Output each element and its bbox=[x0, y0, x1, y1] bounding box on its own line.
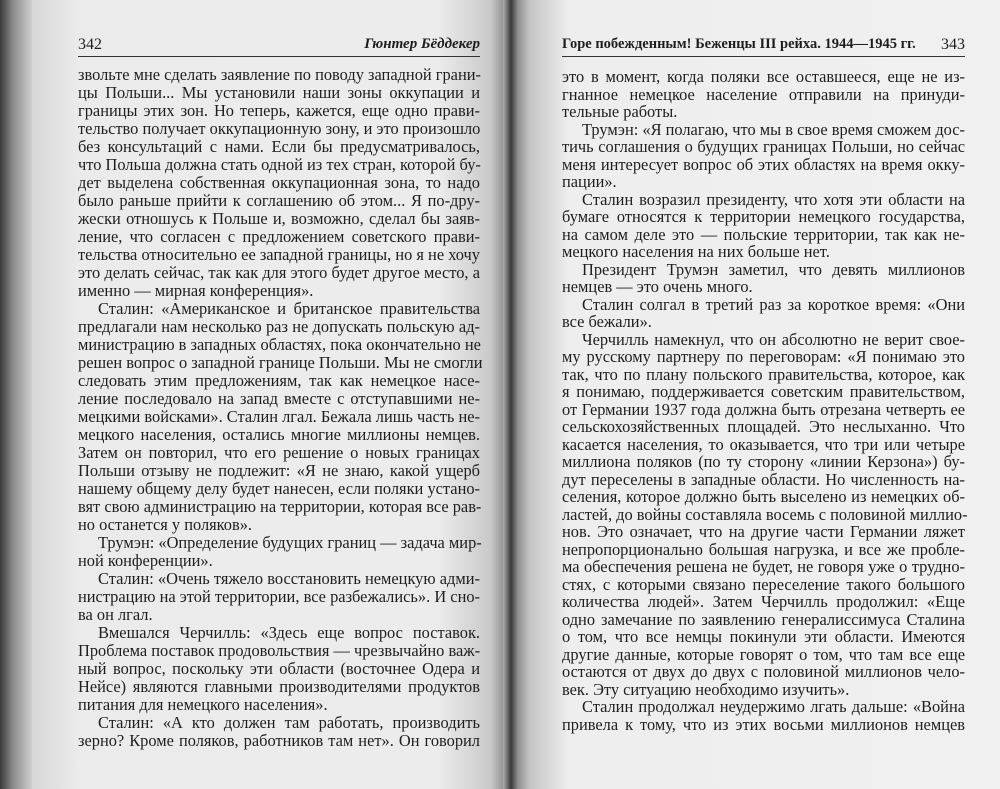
text-line: Сталин: «А кто должен там работать, производить bbox=[98, 713, 480, 732]
text-line: тельства относительно ее западной границы, но я не хочу bbox=[78, 245, 480, 264]
text-line: предлагали нам несколько раз не допускать польскую ад- bbox=[78, 317, 480, 336]
text-line: тельные работы. bbox=[562, 102, 678, 121]
text-line: непропорционально большая нагрузка, и все же пробле- bbox=[562, 539, 965, 559]
text-line: Сталин: «Американское и британское правительства bbox=[98, 299, 480, 318]
text-line: Проблема поставок продовольствия — чрезвычайно важ- bbox=[78, 641, 481, 660]
text-line: ление, что согласен с предложением советского прави- bbox=[78, 227, 480, 246]
text-line: ластей, до войны составляла восемь с половиной миллио- bbox=[562, 504, 968, 524]
text-line: дет выделена собственная оккупационная зона, то надо bbox=[78, 173, 480, 192]
right-page-body bbox=[562, 67, 968, 734]
text-line: нов. Это означает, что на другие части Германии ляжет bbox=[562, 522, 965, 541]
text-line: Сталин солгал в третий раз за короткое время: «Они bbox=[582, 294, 965, 314]
text-line: ной конференции». bbox=[78, 551, 213, 570]
scan-edge bbox=[0, 0, 32, 789]
text-line: границы этих зон. Но теперь, кажется, еще одно прави- bbox=[78, 101, 480, 120]
text-line: мецкими войсками». Сталин лгал. Бежала лишь часть не- bbox=[78, 407, 480, 426]
text-line: сельскохозяйственных площадей. Это неслыханно. Что bbox=[562, 417, 965, 436]
text-line: Трумэн: «Я полагаю, что мы в свое время сможем дос- bbox=[582, 119, 965, 139]
text-line: Черчилль намекнул, что он абсолютно не верит свое- bbox=[582, 329, 965, 349]
text-line: я понимаю, поддерживается советским правительством, bbox=[562, 382, 965, 401]
left-page-body bbox=[78, 65, 483, 750]
running-head-title: Горе побежденным! Беженцы III рейха. 1944—1945 гг. bbox=[562, 36, 916, 52]
text-line: Нейсе) являются главными производителями продуктов bbox=[78, 677, 480, 696]
text-line: Затем он повторил, что его решение о новых границах bbox=[78, 443, 480, 462]
text-line: Сталин: «Очень тяжело восстановить немецкую адми- bbox=[98, 569, 480, 588]
text-line: Сталин продолжал неудержимо лгать дальше: «Война bbox=[582, 697, 965, 716]
text-line: гнанное немецкое население отправили на принуди- bbox=[562, 84, 965, 104]
text-line: так, что по плану польского правительства, которое, как bbox=[562, 364, 965, 384]
text-line: на самом деле это — польские территории, так как не- bbox=[562, 224, 965, 244]
text-line: дут переселены в западные области. Но численность на- bbox=[562, 469, 965, 489]
text-line: Вмешался Черчилль: «Здесь еще вопрос поставок. bbox=[98, 623, 480, 642]
text-line: му русскому партнеру по переговорам: «Я понимаю это bbox=[562, 347, 965, 366]
text-line: звольте мне сделать заявление по поводу западной грани- bbox=[78, 65, 481, 84]
text-line: ление последовало на запад вместе с отступавшими не- bbox=[78, 389, 480, 408]
text-line: питания для немецкого населения». bbox=[78, 695, 328, 714]
text-line: привела к тому, что из этих восьми миллионов немцев bbox=[562, 714, 965, 734]
text-line: ный вопрос, поскольку эти области (восточнее Одера и bbox=[78, 659, 480, 678]
text-line: Сталин возразил президенту, что хотя эти области на bbox=[582, 189, 965, 209]
text-line: о том, что все немцы покинули эти области. Имеются bbox=[562, 627, 965, 646]
text-line: жески отношусь к Польше и, возможно, сделал бы заяв- bbox=[78, 209, 480, 228]
text-line: зерно? Кроме поляков, работников там нет». Он говорил bbox=[78, 731, 480, 750]
text-line: селения, которое должно быть выселено из немецких об- bbox=[562, 487, 965, 506]
text-line: следовать этим предложениям, так как немецкое насе- bbox=[78, 371, 480, 390]
text-line: ва он лгал. bbox=[78, 605, 153, 624]
text-line: именно — мирная конференция». bbox=[78, 281, 314, 300]
right-running-header bbox=[562, 36, 965, 57]
text-line: было раньше прийти к соглашению об этом... Я по-дру- bbox=[78, 191, 480, 210]
text-line: вят свою администрацию на территории, которая все рав- bbox=[78, 497, 482, 516]
left-running-header bbox=[78, 36, 480, 57]
text-line: все бежали». bbox=[562, 312, 652, 331]
text-line: это делать сейчас, так как для этого будет другое место, а bbox=[78, 263, 480, 282]
text-line: без консультаций с нами. Если бы предусматривалось, bbox=[78, 137, 480, 156]
text-line: одно замечание по заявлению генералиссимуса Сталина bbox=[562, 609, 965, 629]
text-line: министрацию в западных областях, пока окончательно не bbox=[78, 335, 481, 354]
text-line: мецкого населения на них больше нет. bbox=[562, 242, 830, 261]
text-line: Трумэн: «Определение будущих границ — задача мир- bbox=[98, 533, 482, 552]
text-line: цы Польши... Мы установили наши зоны оккупации и bbox=[78, 83, 480, 102]
text-line: нистрацию на этой территории, все разбежались». И сно- bbox=[78, 587, 480, 606]
text-line: пации». bbox=[562, 172, 617, 191]
text-line: остаются от двух до двух с половиной миллионов чело- bbox=[562, 662, 965, 681]
running-head-author: Гюнтер Бёддекер bbox=[364, 36, 480, 52]
text-line: решен вопрос о западной границе Польши. Мы не смогли bbox=[78, 353, 483, 372]
text-line: но останется у поляков». bbox=[78, 515, 253, 534]
text-line: касается населения, то оказывается, что три или четыре bbox=[562, 434, 965, 454]
text-line: меня интересует вопрос об этих областях на время окку- bbox=[562, 154, 965, 174]
text-line: это в момент, когда поляки все оставшееся, еще не из- bbox=[562, 67, 965, 86]
text-line: другие данные, которые говорят о том, что там все еще bbox=[562, 644, 965, 664]
text-line: тельство получает оккупационную зону, и это произошло bbox=[78, 119, 481, 138]
book-gutter bbox=[503, 0, 519, 789]
page-number: 343 bbox=[941, 36, 965, 53]
text-line: от Германии 1937 года должна быть отрезана четверть ее bbox=[562, 399, 965, 419]
text-line: мецкого населения, остались многие миллионы немцев. bbox=[78, 425, 480, 444]
text-line: бумаге относятся к территории немецкого государства, bbox=[562, 207, 965, 226]
text-line: тичь соглашения о будущих границах Польши, но сейчас bbox=[562, 137, 965, 156]
text-line: нашему общему делу будет нанесен, если поляки устано- bbox=[78, 479, 480, 498]
text-line: Польши отзыву не подлежит: «Я не знаю, какой ущерб bbox=[78, 461, 480, 480]
text-line: количества людей». Затем Черчилль продолжил: «Еще bbox=[562, 592, 965, 611]
text-line: стях, с которыми связано переселение такого большого bbox=[562, 574, 965, 594]
text-line: век. Эту ситуацию необходимо изучить». bbox=[562, 679, 850, 699]
text-line: миллиона поляков (по ту сторону «линии Керзона») бу- bbox=[562, 452, 965, 471]
text-line: ма обеспечения решена не будет, не говоря уже о трудно- bbox=[562, 557, 965, 576]
text-line: немцев — это очень много. bbox=[562, 277, 753, 296]
text-line: что Польша должна стать одной из тех стран, которой бу- bbox=[78, 155, 481, 174]
text-line: Президент Трумэн заметил, что девять миллионов bbox=[582, 259, 965, 279]
page-number: 342 bbox=[78, 36, 102, 53]
